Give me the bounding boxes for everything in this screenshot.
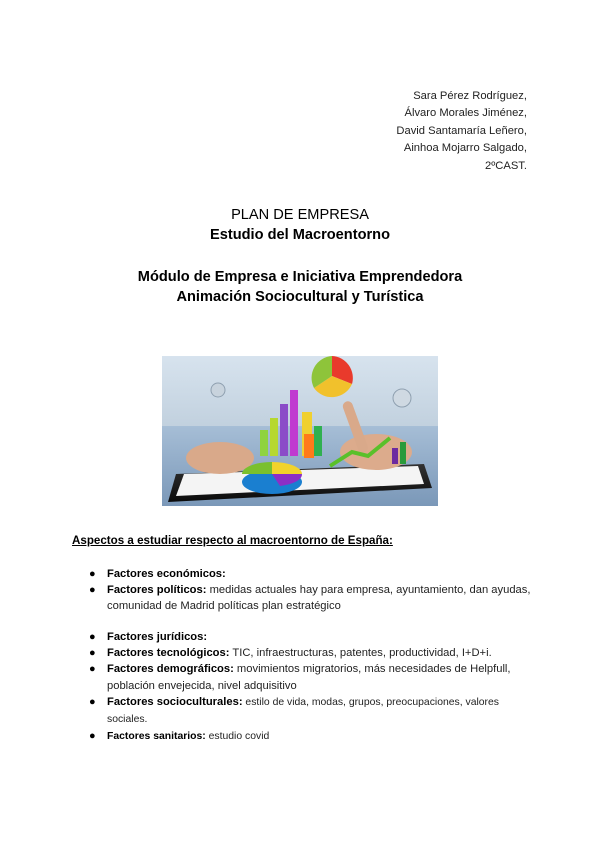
author-name: Sara Pérez Rodríguez,: [413, 90, 527, 102]
bullet-icon: ●: [89, 695, 96, 708]
author-name: Álvaro Morales Jiménez,: [404, 107, 527, 120]
factor-label: Factores tecnológicos:: [107, 647, 230, 660]
factor-desc: TIC, infraestructuras, patentes, productividad, I+D+i.: [229, 647, 492, 660]
factor-label: Factores políticos:: [107, 584, 207, 597]
list-item: [85, 582, 535, 614]
factor-desc: estilo de vida, modas, grupos, preocupaciones, valores sociales.: [107, 696, 499, 726]
factor-label: Factores sanitarios:: [107, 731, 206, 743]
list-item: [85, 728, 535, 745]
list-item: [85, 566, 535, 582]
bullet-icon: ●: [89, 568, 96, 580]
bullet-icon: ●: [89, 730, 96, 743]
factor-label: Factores demográficos:: [107, 663, 234, 676]
list-item: [85, 629, 535, 645]
author-name: Ainhoa Mojarro Salgado,: [403, 142, 527, 155]
factor-list-1: [85, 566, 535, 615]
subtitle-line-2: Animación Sociocultural y Turística: [176, 288, 424, 305]
factor-label: Factores jurídicos:: [107, 631, 208, 643]
list-item: [85, 694, 535, 728]
author-class: 2ºCAST.: [484, 159, 527, 172]
document-title: [0, 206, 600, 245]
subtitle-line-1: Módulo de Empresa e Iniciativa Emprendedora: [137, 269, 463, 285]
analytics-image: [162, 356, 438, 506]
factor-list-2: [85, 629, 535, 745]
section-heading: Aspectos a estudiar respecto al macroentorno de España:: [72, 534, 393, 547]
title-line-2: Estudio del Macroentorno: [210, 226, 390, 243]
author-list: [396, 88, 527, 175]
factor-label: Factores socioculturales:: [107, 695, 243, 708]
bullet-icon: ●: [89, 584, 96, 597]
title-line-1: PLAN DE EMPRESA: [231, 207, 369, 223]
business-analytics-illustration: [162, 356, 438, 506]
list-item: [85, 645, 535, 661]
document-subtitle: [0, 268, 600, 307]
author-name: David Santamaría Leñero,: [396, 124, 527, 137]
factor-desc: medidas actuales hay para empresa, ayuntamiento, dan ayudas, comunidad de Madrid políticas plan estratégico: [107, 584, 531, 613]
factor-desc: estudio covid: [205, 731, 270, 743]
factor-label: Factores económicos:: [107, 568, 226, 580]
bullet-icon: ●: [89, 631, 96, 643]
bullet-icon: ●: [89, 647, 96, 660]
bullet-icon: ●: [89, 663, 96, 676]
list-item: [85, 661, 535, 693]
factor-desc: movimientos migratorios, más necesidades de Helpfull, población envejecida, nivel adquisitivo: [107, 663, 511, 692]
